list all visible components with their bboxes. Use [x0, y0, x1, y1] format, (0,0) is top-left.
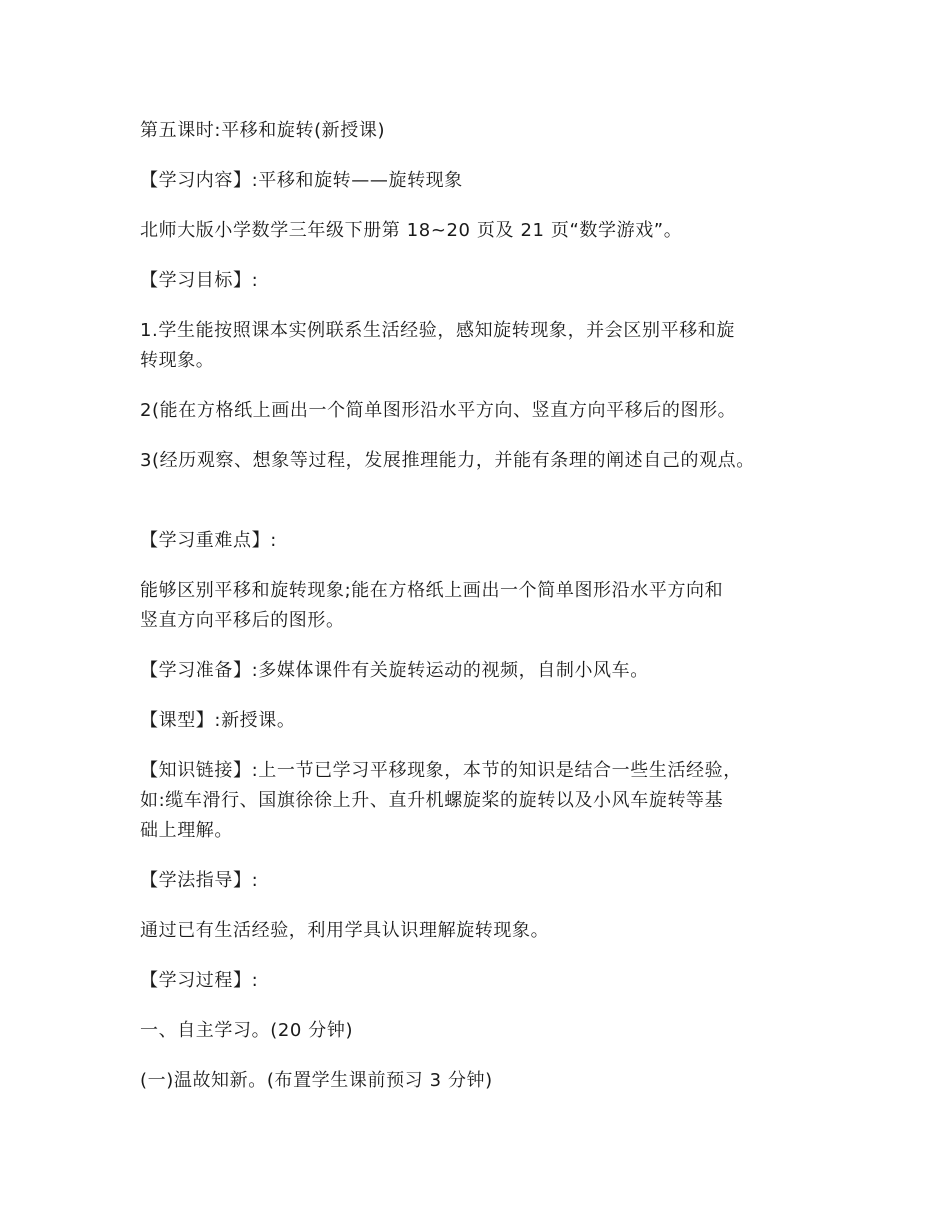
- key-points-line-1: 能够区别平移和旋转现象;能在方格纸上画出一个简单图形沿水平方向和: [140, 580, 724, 601]
- lesson-type: 【课型】:新授课。: [140, 710, 296, 731]
- goal-1-line-1: 1.学生能按照课本实例联系生活经验，感知旋转现象，并会区别平移和旋: [140, 320, 735, 341]
- goal-1-line-2: 转现象。: [140, 350, 215, 371]
- preparation: 【学习准备】:多媒体课件有关旋转运动的视频，自制小风车。: [140, 660, 649, 681]
- learning-content: 【学习内容】:平移和旋转——旋转现象: [140, 170, 463, 191]
- textbook-reference: 北师大版小学数学三年级下册第 18~20 页及 21 页“数学游戏”。: [140, 220, 683, 241]
- learning-process-heading: 【学习过程】:: [140, 970, 259, 991]
- subsection-review: (一)温故知新。(布置学生课前预习 3 分钟): [140, 1070, 493, 1091]
- knowledge-link-line-2: 如:缆车滑行、国旗徐徐上升、直升机螺旋桨的旋转以及小风车旋转等基: [140, 790, 724, 811]
- section-self-study: 一、自主学习。(20 分钟): [140, 1020, 354, 1041]
- learning-goals-heading: 【学习目标】:: [140, 270, 259, 291]
- key-points-line-2: 竖直方向平移后的图形。: [140, 610, 345, 631]
- goal-2: 2(能在方格纸上画出一个简单图形沿水平方向、竖直方向平移后的图形。: [140, 400, 737, 421]
- knowledge-link-line-3: 础上理解。: [140, 820, 233, 841]
- study-method: 通过已有生活经验，利用学具认识理解旋转现象。: [140, 920, 550, 941]
- lesson-title: 第五课时:平移和旋转(新授课): [140, 120, 386, 141]
- knowledge-link-line-1: 【知识链接】:上一节已学习平移现象，本节的知识是结合一些生活经验，: [140, 760, 742, 781]
- key-points-heading: 【学习重难点】:: [140, 530, 277, 551]
- study-method-heading: 【学法指导】:: [140, 870, 259, 891]
- goal-3: 3(经历观察、想象等过程，发展推理能力，并能有条理的阐述自己的观点。: [140, 450, 755, 471]
